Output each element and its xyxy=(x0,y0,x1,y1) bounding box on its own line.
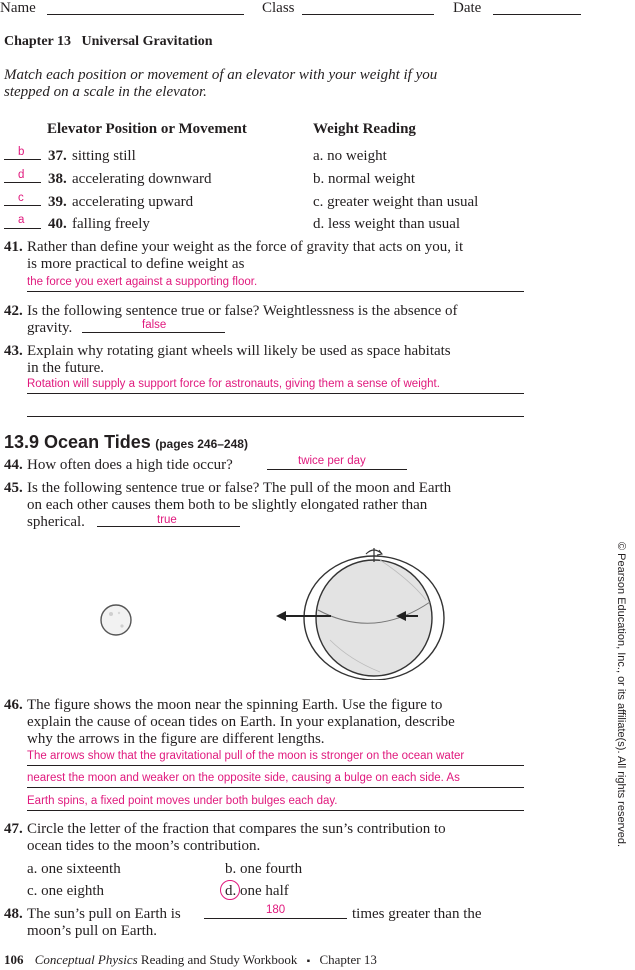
choice-b: b. normal weight xyxy=(313,171,416,187)
question-45-line-1: Is the following sentence true or false? The pull of the moon and Earth xyxy=(27,480,452,496)
answer-line-46c[interactable] xyxy=(27,810,524,811)
question-45-line-2: on each other causes them both to be slightly elongated rather than xyxy=(27,497,428,513)
instructions-line-2: stepped on a scale in the elevator. xyxy=(4,84,207,100)
book-title: Conceptual Physics xyxy=(34,952,138,967)
question-number-47: 47. xyxy=(4,821,23,837)
answer-line-43b[interactable] xyxy=(27,416,524,417)
option-d[interactable]: d. one half xyxy=(225,883,289,899)
answer-line-41[interactable] xyxy=(27,291,524,292)
question-number: 39. xyxy=(48,194,67,210)
option-b[interactable]: b. one fourth xyxy=(225,861,303,877)
question-number-46: 46. xyxy=(4,697,23,713)
class-field[interactable] xyxy=(302,14,434,15)
column-header-right: Weight Reading xyxy=(313,121,416,137)
question-number: 40. xyxy=(48,216,67,232)
question-text: accelerating downward xyxy=(72,171,212,187)
answer-46-line-3[interactable]: Earth spins, a fixed point moves under both bulges each day. xyxy=(27,795,338,807)
moon-icon xyxy=(101,605,131,635)
answer-blank-37[interactable] xyxy=(4,159,41,160)
question-number: 38. xyxy=(48,171,67,187)
answer-40[interactable]: a xyxy=(18,214,25,226)
question-48-line-2: moon’s pull on Earth. xyxy=(27,923,157,939)
copyright-notice: © Pearson Education, Inc., or its affiliate(s). All rights reserved. xyxy=(615,542,627,848)
question-47-line-1: Circle the letter of the fraction that compares the sun’s contribution to xyxy=(27,821,446,837)
question-47-line-2: ocean tides to the moon’s contribution. xyxy=(27,838,261,854)
question-number-45: 45. xyxy=(4,480,23,496)
date-field[interactable] xyxy=(493,14,581,15)
section-title: 13.9 Ocean Tides xyxy=(4,432,151,452)
answer-44[interactable]: twice per day xyxy=(298,455,366,467)
footer xyxy=(4,952,377,968)
question-number-42: 42. xyxy=(4,303,23,319)
question-text: accelerating upward xyxy=(72,194,194,210)
footer-chapter: Chapter 13 xyxy=(319,952,377,967)
question-46-line-2: explain the cause of ocean tides on Earth. In your explanation, describe xyxy=(27,714,455,730)
answer-line-42[interactable] xyxy=(82,332,225,333)
answer-blank-38[interactable] xyxy=(4,182,41,183)
answer-line-46a[interactable] xyxy=(27,765,524,766)
answer-37[interactable]: b xyxy=(18,146,25,158)
class-label: Class xyxy=(262,0,295,16)
question-43-line-1: Explain why rotating giant wheels will likely be used as space habitats xyxy=(27,343,451,359)
question-number-48: 48. xyxy=(4,906,23,922)
question-text: sitting still xyxy=(72,148,136,164)
answer-45[interactable]: true xyxy=(157,514,177,526)
answer-line-45[interactable] xyxy=(97,526,240,527)
question-42-line-1: Is the following sentence true or false? Weightlessness is the absence of xyxy=(27,303,458,319)
question-41-line-2: is more practical to define weight as xyxy=(27,256,245,272)
section-pages: (pages 246–248) xyxy=(155,437,248,451)
answer-38[interactable]: d xyxy=(18,169,25,181)
question-44-text: How often does a high tide occur? xyxy=(27,457,233,473)
answer-42[interactable]: false xyxy=(142,319,167,331)
answer-line-48[interactable] xyxy=(204,918,347,919)
answer-39[interactable]: c xyxy=(18,192,24,204)
date-label: Date xyxy=(453,0,482,16)
answer-circle-icon xyxy=(220,880,240,900)
earth-icon xyxy=(304,548,444,680)
book-subtitle: Reading and Study Workbook xyxy=(140,952,298,967)
chapter-title: Chapter 13 Universal Gravitation xyxy=(4,34,213,49)
question-text: falling freely xyxy=(72,216,150,232)
question-42-line-2: gravity. xyxy=(27,320,73,336)
question-48-post: times greater than the xyxy=(352,906,482,922)
question-41-line-1: Rather than define your weight as the force of gravity that acts on you, it xyxy=(27,239,464,255)
section-heading xyxy=(4,432,248,453)
question-43-line-2: in the future. xyxy=(27,360,105,376)
option-a[interactable]: a. one sixteenth xyxy=(27,861,121,877)
choice-c: c. greater weight than usual xyxy=(313,194,479,210)
answer-line-43a[interactable] xyxy=(27,393,524,394)
answer-43[interactable]: Rotation will supply a support force for astronauts, giving them a sense of weight. xyxy=(27,378,440,390)
name-label: Name xyxy=(0,0,36,16)
footer-bullet: ▪ xyxy=(306,956,311,967)
instructions-line-1: Match each position or movement of an elevator with your weight if you xyxy=(4,67,438,83)
name-field[interactable] xyxy=(47,14,244,15)
question-number-43: 43. xyxy=(4,343,23,359)
option-c[interactable]: c. one eighth xyxy=(27,883,105,899)
question-number: 37. xyxy=(48,148,67,164)
choice-a: a. no weight xyxy=(313,148,387,164)
choice-d: d. less weight than usual xyxy=(313,216,461,232)
question-45-line-3: spherical. xyxy=(27,514,85,530)
answer-46-line-2[interactable]: nearest the moon and weaker on the opposite side, causing a bulge on each side. As xyxy=(27,772,460,784)
answer-blank-40[interactable] xyxy=(4,228,41,229)
answer-line-44[interactable] xyxy=(267,469,407,470)
question-number-41: 41. xyxy=(4,239,23,255)
answer-41[interactable]: the force you exert against a supporting floor. xyxy=(27,276,258,288)
page-number: 106 xyxy=(4,952,24,967)
question-48-pre: The sun’s pull on Earth is xyxy=(27,906,181,922)
answer-line-46b[interactable] xyxy=(27,787,524,788)
question-46-line-1: The figure shows the moon near the spinning Earth. Use the figure to xyxy=(27,697,443,713)
question-number-44: 44. xyxy=(4,457,23,473)
answer-blank-39[interactable] xyxy=(4,205,41,206)
tides-figure xyxy=(80,540,450,680)
answer-46-line-1[interactable]: The arrows show that the gravitational pull of the moon is stronger on the ocean water xyxy=(27,750,465,762)
question-46-line-3: why the arrows in the figure are different lengths. xyxy=(27,731,325,747)
answer-48[interactable]: 180 xyxy=(266,904,286,916)
column-header-left: Elevator Position or Movement xyxy=(47,121,247,137)
